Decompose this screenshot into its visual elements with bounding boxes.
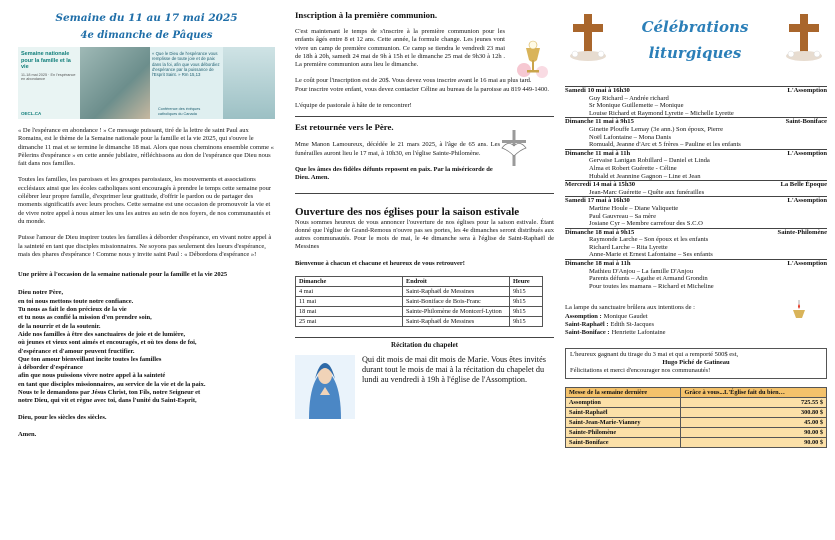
middle-column [295, 0, 554, 385]
right-column [565, 0, 827, 448]
family-week-paragraph-3: Puisse l'amour de Dieu inspirer toutes les familles à déborder d'espérance, en vivant notre appel à la sainteté en tant que disciples missionnaires. Ne soyons pas seulement des lueurs d'espérance, mais des phares d'espérance ! Comme nous y invite saint Paul : « Débordons d'espérance »! [18, 234, 272, 258]
table-row [296, 317, 543, 327]
mass-intention: Mathieu D'Anjou – La famille D'Anjou [589, 267, 694, 275]
prayer-line: Aide nos familles à être des sanctuaires de joie et de lumière, [18, 330, 186, 338]
prayer-line: Dieu notre Père, [18, 289, 64, 297]
mary-image [295, 355, 355, 419]
divider [295, 337, 554, 338]
summer-schedule-table [295, 276, 543, 327]
lamp-icon [791, 300, 807, 322]
communion-title: Inscription à la première communion. [295, 10, 438, 20]
lamp-church: Saint-Raphaël : [565, 321, 609, 329]
dove-icon [496, 126, 532, 170]
table-header: Heure [510, 277, 543, 287]
mass-day: Dimanche 11 mai à 9h15 [565, 118, 634, 126]
mass-intention: Noël Lafontaine – Mona Danis [589, 133, 672, 141]
table-cell: 90.00 $ [681, 427, 827, 437]
table-row [296, 307, 543, 317]
prayer-line: Tu nous as fait le don précieux de la vie [18, 306, 127, 314]
mass-intention: Guy Richard – Andrée richard [589, 94, 669, 102]
mass-day: Samedi 17 mai à 16h30 [565, 197, 630, 205]
lamp-row [565, 329, 827, 337]
prayer-line [18, 406, 275, 414]
table-cell: 11 mai [296, 297, 403, 307]
mass-intention: Pour toutes les mamans – Richard et Micheline [589, 282, 714, 290]
table-cell: 25 mai [296, 317, 403, 327]
table-cell: Saint-Jean-Marie-Vianney [566, 417, 681, 427]
mass-place: L'Assomption [787, 260, 827, 268]
chapelet-paragraph: Qui dit mois de mai dit mois de Marie. Vous êtes invités durant tout le mois de mai à la récitation du chapelet du lundi au vendredi à 19h à l'église de l'Assomption. [362, 355, 546, 385]
table-cell: 4 mai [296, 287, 403, 297]
cross-icon [567, 12, 609, 62]
lamp-row [565, 321, 827, 329]
prayer-line: d'espérance et d'amour peuvent fructifier. [18, 347, 135, 355]
mass-intention: Ginette Plouffe Lemay (3e ann.) Son époux, Pierre [589, 125, 724, 133]
prayer-line: où jeunes et vieux sont aimés et encouragés, et où tes dons de foi, [18, 339, 197, 347]
lamp-person: Edith St-Jacques [610, 321, 655, 329]
table-cell: 18 mai [296, 307, 403, 317]
prayer-line: à déborder d'espérance [18, 364, 83, 372]
mass-intention: Jean-Marc Guérette – Quête aux funérailles [589, 188, 705, 196]
lamp-row [565, 313, 827, 321]
table-cell: Saint-Raphaël [566, 407, 681, 417]
table-cell: 90.00 $ [681, 437, 827, 447]
lamp-church: Assomption : [565, 312, 602, 320]
communion-paragraph-1: C'est maintenant le temps de s'inscrire à la première communion pour les enfants âgés entre 8 et 12 ans. Cette année, la formule change. Les jeunes vont vivre un camp de première communion. Ce camp se tiendra le vendredi 23 mai de 18h à 20h, samedi 24 mai de 9h à 15h et le dimanche 25 mai de 9h30 à 12h . La première communion aura lieu le dimanche. [295, 28, 505, 69]
communion-paragraph-3: Pour inscrire votre enfant, vous devez contacter Céline au bureau de la paroisse au 819 449-1400. [295, 85, 549, 93]
family-week-paragraph-2: Toutes les familles, les paroisses et les groupes paroissiaux, les mouvements et associations ecclésiaux ainsi que les écoles catholiques sont encouragés à prendre le temps cette semaine pour célébrer leur propre famille, d'exprimer leur gratitude, d'offrir le pardon ou de partager des moments significatifs avec leurs proches. Cette semaine est une occasion de promouvoir la vie et de vivre notre appel à nous aimer les uns les autres au sein de nos foyers, de nos communautés et du monde. [18, 176, 272, 225]
cross-icon [783, 12, 825, 62]
week-title: Semaine du 11 au 17 mai 2025 [55, 12, 238, 24]
deceased-prayer: Que les âmes des fidèles défunts reposent en paix. Par la miséricorde de Dieu. Amen. [295, 165, 493, 182]
table-row [566, 407, 827, 417]
prayer-line: Que ton amour bienveillant incite toutes les familles [18, 355, 162, 363]
communion-paragraph-4: L'équipe de pastorale à hâte de te rencontrer! [295, 102, 412, 110]
collection-table [565, 387, 827, 448]
mass-intention: Romuald, Jeanne d'Arc et 5 frères – Pauline et les enfants [589, 141, 741, 149]
mass-header [565, 259, 827, 268]
table-cell: 45.00 $ [681, 417, 827, 427]
summer-title: Ouverture des nos églises pour la saison estivale [295, 205, 520, 218]
winner-line-1: L'heureux gagnant du tirage du 3 mai et qui a remporté 500$ est, [570, 350, 739, 358]
table-cell: Saint-Raphaël de Messines [403, 287, 510, 297]
table-cell: 9h15 [510, 297, 543, 307]
deceased-title: Est retournée vers le Père. [295, 122, 394, 133]
banner-main-title: Semaine nationale pour la famille et la vie [21, 51, 71, 70]
mass-header [565, 86, 827, 95]
mass-place: La Belle Époque [780, 181, 827, 189]
prayer-line: de la nourrir et de la soutenir. [18, 322, 101, 330]
table-row [566, 437, 827, 447]
mass-header [565, 117, 827, 126]
family-week-banner [18, 47, 275, 119]
table-row [296, 297, 543, 307]
mass-place: Saint-Boniface [785, 118, 827, 126]
mass-day: Samedi 10 mai à 16h30 [565, 87, 630, 94]
family-week-paragraph-1: « De l'espérance en abondance ! » Ce message puissant, tiré de la lettre de saint Paul aux Romains, est le thème de la Semaine nationale pour la famille et la vie 2025, qui s'ouvre le dimanche 11 mai et se termine le dimanche 18 mai. Alors que nous cheminons ensemble comme « Pèlerins d'espérance » en cette année jubilaire, réfléchissons au don de l'espérance que Dieu nous fait dans nos familles. [18, 127, 274, 168]
table-cell: 725.55 $ [681, 397, 827, 407]
mass-day: Mercredi 14 mai à 15h30 [565, 181, 636, 189]
table-cell: 9h15 [510, 307, 543, 317]
prayer-line: et tu nous as confié la mission d'en prendre soin, [18, 314, 152, 322]
prayer-line [18, 422, 275, 430]
mass-intention: Raymonde Larche – Son époux et les enfants [589, 236, 709, 244]
mass-intention: Richard Larche – Rita Lyrette [589, 243, 668, 251]
mass-place: Sainte-Philomène [777, 228, 827, 236]
lamp-church: Saint-Boniface : [565, 329, 610, 337]
table-cell: Sainte-Philomène [566, 427, 681, 437]
chapelet-title: Récitation du chapelet [391, 341, 458, 350]
prayer-text [18, 289, 275, 438]
lamp-list [565, 313, 827, 338]
mass-header [565, 180, 827, 189]
lamp-person: Monique Gaudet [603, 312, 648, 320]
table-row [296, 287, 543, 297]
welcome-text: Bienvenue à chacun et chacune et heureux de vous retrouver! [295, 259, 465, 267]
table-cell: 9h15 [510, 287, 543, 297]
prayer-line: en toi nous mettons toute notre confiance. [18, 297, 134, 305]
lamp-intro: La lampe du sanctuaire brûlera aux intentions de : [565, 304, 695, 312]
mass-intention: Parents défunts – Agathe et Armand Grondin [589, 275, 708, 283]
prayer-line: Nous te le demandons par Jésus Christ, ton Fils, notre Seigneur et [18, 389, 201, 397]
communion-paragraph-2: Le coût pour l'inscription est de 20$. Vous devez vous inscrire avant le 16 mai au plus tard. [295, 77, 532, 85]
mass-place: L'Assomption [787, 149, 827, 157]
table-cell: 9h15 [510, 317, 543, 327]
mass-place: L'Assomption [787, 87, 827, 94]
mass-header [565, 149, 827, 158]
mass-intention: Sr Monique Guillemette – Monique [589, 102, 684, 110]
mass-intention: Paul Gauvreau – Sa mère [589, 212, 657, 220]
table-cell: Saint-Raphaël de Messines [403, 317, 510, 327]
table-cell: Assomption [566, 397, 681, 407]
oecl-logo: OECL.CA [21, 111, 42, 116]
celebrations-title-2: liturgiques [648, 44, 742, 62]
prayer-line: notre Dieu, qui vit et règne avec toi, dans l'unité du Saint-Esprit, [18, 397, 197, 405]
lamp-person: Henriette Lafontaine [611, 329, 666, 337]
table-header: Grâce à vous...L'Église fait du bien… [681, 387, 827, 397]
divider [295, 116, 554, 117]
table-row [566, 427, 827, 437]
mass-intention: Louise Richard et Raymond Lyrette – Michelle Lyrette [589, 109, 734, 117]
mass-day: Dimanche 18 mai à 9h15 [565, 228, 635, 236]
table-header: Messe de la semaine dernière [566, 387, 681, 397]
banner-quote: « Que le Dieu de l'espérance vous remplisse de toute joie et de paix dans la foi, afin que vous débordiez d'espérance par la puissance de l'Esprit Saint. » Rm 15,13 [152, 51, 220, 78]
table-header: Endroit [403, 277, 510, 287]
mass-intention: Martine Houle – Diane Valiquette [589, 204, 679, 212]
chalice-icon [512, 40, 554, 82]
prayer-line: Dieu, pour les siècles des siècles. [18, 413, 107, 421]
mass-intention: Anne-Marie et Ernest Lafontaine – Ses enfants [589, 251, 713, 259]
cccb-logo: Conférence des évêques catholiques du Canada [158, 107, 201, 116]
table-cell: Saint-Boniface de Bois-Franc [403, 297, 510, 307]
summer-paragraph: Nous sommes heureux de vous annoncer l'ouverture de nos églises pour la saison estivale. Étant donné que l'église de Grand-Remous n'ouvre pas ses portes, les 4e dimanches seront distribués aux autres communautés. Pour le mois de mai, le 4e dimanche sera à l'église de Saint-Raphaël de Messines [295, 218, 554, 251]
prayer-line: afin que nous puissions vivre notre appel à la sainteté [18, 372, 166, 380]
mass-intention: Hubald et Jeannine Gagnon – Line et Jean [589, 172, 701, 180]
hands-image [223, 47, 275, 119]
deceased-paragraph: Mme Manon Lamoureux, décédée le 21 mars 2025, à l'âge de 65 ans. Les funérailles auront lieu le 17 mai, à 10h30, en l'église Sainte-Philomène. [295, 141, 500, 157]
celebrations-title-1: Célébrations [641, 18, 749, 36]
prayer-title: Une prière à l'occasion de la semaine nationale pour la famille et la vie 2025 [18, 271, 228, 279]
banner-dates: 11-18 mai 2025 · En l'espérance en abondance [21, 72, 76, 81]
mass-day: Dimanche 18 mai à 11h [565, 260, 631, 268]
mass-header [565, 228, 827, 237]
winner-name: Hugo Piché de Gatineau [662, 358, 730, 366]
left-column [18, 0, 275, 439]
mass-intention: Gervaise Lanigan Robillard – Daniel et Linda [589, 157, 710, 165]
prayer-line: en tant que disciples missionnaires, au service de la vie et de la paix. [18, 380, 206, 388]
draw-winner-box [565, 348, 827, 379]
table-row [566, 417, 827, 427]
mass-header [565, 196, 827, 205]
divider [295, 193, 554, 194]
table-row [566, 397, 827, 407]
mass-day: Dimanche 11 mai à 11h [565, 149, 631, 157]
winner-line-3: Félicitations et merci d'encourager nos communautés! [570, 367, 711, 375]
table-header: Dimanche [296, 277, 403, 287]
mass-schedule [565, 86, 827, 290]
prayer-line: Amen. [18, 430, 37, 438]
table-cell: Saint-Boniface [566, 437, 681, 447]
sunday-title: 4e dimanche de Pâques [80, 30, 213, 41]
mass-intention: Alma et Robert Guérette - Céline [589, 164, 677, 172]
table-cell: 300.80 $ [681, 407, 827, 417]
family-photo [80, 47, 150, 119]
mass-intention: Josiane Cyr – Membre carrefour des S.C.O [589, 220, 703, 228]
mass-place: L'Assomption [787, 197, 827, 205]
table-cell: Sainte-Philomène de Montcerf-Lytton [403, 307, 510, 317]
